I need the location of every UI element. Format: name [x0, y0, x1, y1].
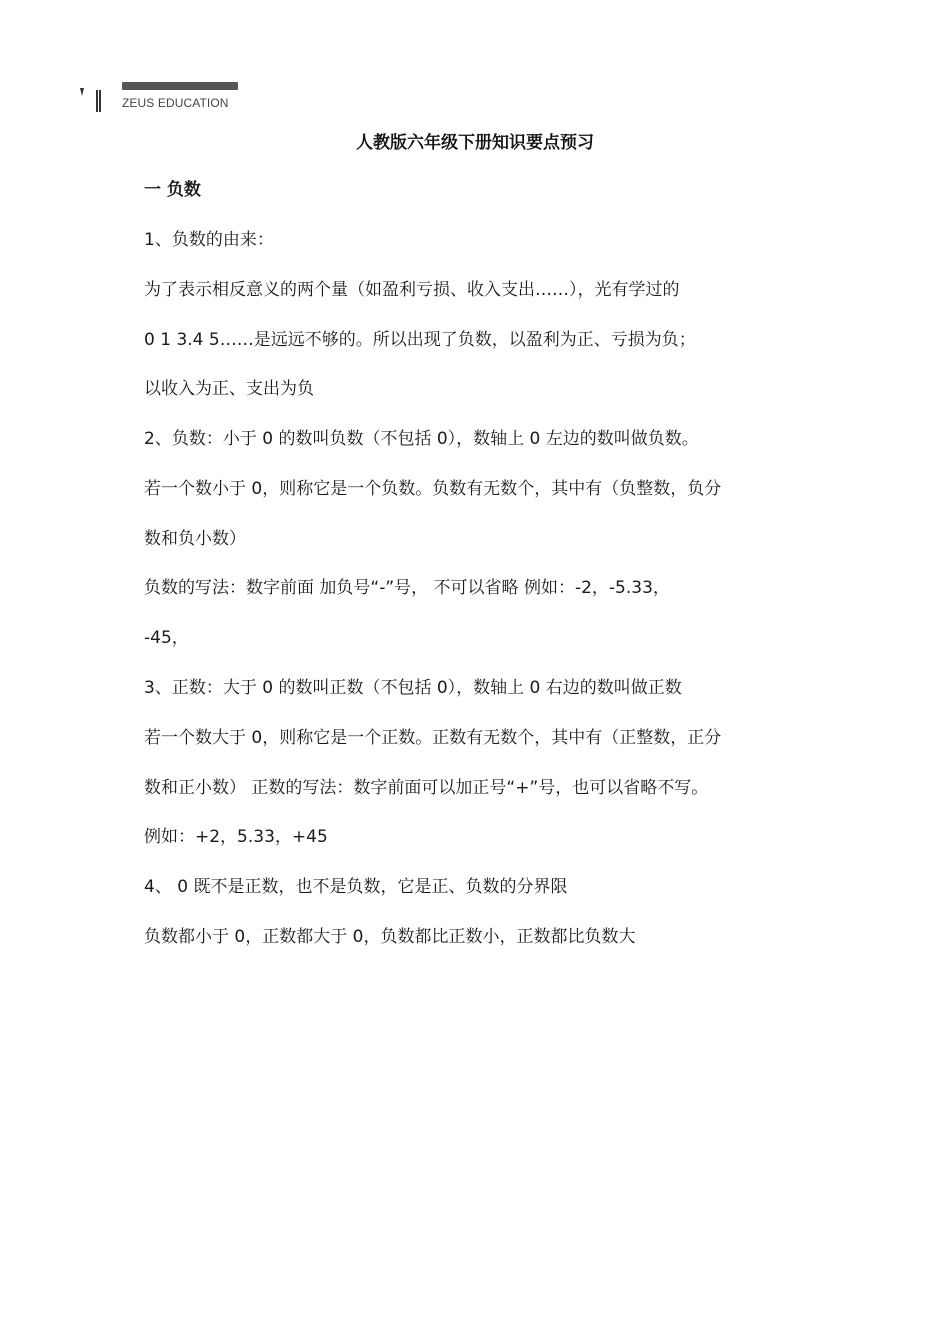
- paragraph-line: 例如：+2，5.33，+45: [144, 827, 328, 847]
- paragraph-line: 3、正数：大于 0 的数叫正数（不包括 0），数轴上 0 右边的数叫做正数: [144, 678, 682, 698]
- logo-chinese-wordmark: [122, 78, 238, 94]
- paragraph-line: 2、负数：小于 0 的数叫负数（不包括 0），数轴上 0 左边的数叫做负数。: [144, 429, 699, 449]
- paragraph-line: 负数都小于 0，正数都大于 0，负数都比正数小，正数都比负数大: [144, 927, 636, 947]
- paragraph-line: 数和正小数） 正数的写法：数字前面可以加正号“+”号，也可以省略不写。: [144, 778, 709, 798]
- paragraph-line: 负数的写法：数字前面 加负号“-”号， 不可以省略 例如：-2，-5.33，: [144, 578, 670, 598]
- paragraph-line: 4、 0 既不是正数，也不是负数，它是正、负数的分界限: [144, 877, 568, 897]
- paragraph-line: 若一个数大于 0，则称它是一个正数。正数有无数个，其中有（正整数，正分: [144, 728, 722, 748]
- paragraph-line: 以收入为正、支出为负: [144, 379, 314, 399]
- paragraph-line: 为了表示相反意义的两个量（如盈利亏损、收入支出……），光有学过的: [144, 280, 680, 300]
- section-heading: 一 负数: [144, 180, 201, 200]
- paragraph-line: 0 1 3.4 5……是远远不够的。所以出现了负数，以盈利为正、亏损为负；: [144, 330, 696, 350]
- zeus-education-logo: [78, 78, 248, 118]
- paragraph-line: 1、负数的由来：: [144, 230, 274, 250]
- paragraph-line: 数和负小数）: [144, 529, 246, 549]
- logo-mark-icon: [78, 86, 102, 114]
- paragraph-line: 若一个数小于 0，则称它是一个负数。负数有无数个，其中有（负整数，负分: [144, 479, 722, 499]
- document-title: 人教版六年级下册知识要点预习: [356, 133, 594, 153]
- logo-english-text: ZEUS EDUCATION: [122, 96, 229, 110]
- paragraph-line: -45，: [144, 628, 189, 648]
